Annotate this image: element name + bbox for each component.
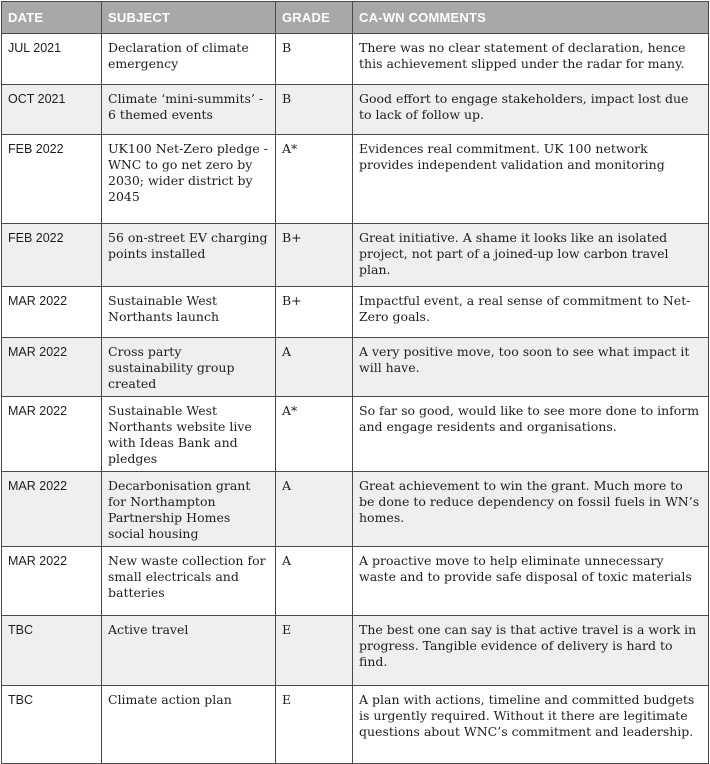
grade-cell: A xyxy=(276,338,353,397)
climate-achievements-table xyxy=(1,1,709,764)
grade-cell: A* xyxy=(276,135,353,224)
date-cell: MAR 2022 xyxy=(2,472,102,547)
comment-cell: Great achievement to win the grant. Much more to be done to reduce dependency on fossil fuels in WN’s homes. xyxy=(353,472,709,547)
table-row xyxy=(2,547,709,616)
comment-cell: So far so good, would like to see more done to inform and engage residents and organisations. xyxy=(353,397,709,472)
table-row xyxy=(2,34,709,85)
comment-cell: A plan with actions, timeline and committed budgets is urgently required. Without it there are legitimate questions about WNC’s commitment and leadership. xyxy=(353,686,709,764)
comment-cell: Good effort to engage stakeholders, impact lost due to lack of follow up. xyxy=(353,85,709,135)
table-row xyxy=(2,85,709,135)
grade-cell: A xyxy=(276,472,353,547)
date-cell: FEB 2022 xyxy=(2,135,102,224)
table-row xyxy=(2,287,709,338)
comment-cell: A very positive move, too soon to see what impact it will have. xyxy=(353,338,709,397)
subject-cell: 56 on-street EV charging points installed xyxy=(102,224,276,287)
table-row xyxy=(2,616,709,686)
comment-cell: A proactive move to help eliminate unnecessary waste and to provide safe disposal of toxic materials xyxy=(353,547,709,616)
grade-cell: B+ xyxy=(276,224,353,287)
grade-cell: A* xyxy=(276,397,353,472)
date-cell: TBC xyxy=(2,686,102,764)
column-header-grade: GRADE xyxy=(276,2,353,34)
table-row xyxy=(2,338,709,397)
subject-cell: UK100 Net-Zero pledge - WNC to go net zero by 2030; wider district by 2045 xyxy=(102,135,276,224)
table-row xyxy=(2,224,709,287)
subject-cell: New waste collection for small electricals and batteries xyxy=(102,547,276,616)
date-cell: MAR 2022 xyxy=(2,338,102,397)
column-header-subject: SUBJECT xyxy=(102,2,276,34)
table-row xyxy=(2,472,709,547)
comment-cell: Great initiative. A shame it looks like an isolated project, not part of a joined-up low carbon travel plan. xyxy=(353,224,709,287)
column-header-comments: CA-WN COMMENTS xyxy=(353,2,709,34)
date-cell: MAR 2022 xyxy=(2,397,102,472)
subject-cell: Decarbonisation grant for Northampton Partnership Homes social housing xyxy=(102,472,276,547)
grade-cell: E xyxy=(276,686,353,764)
subject-cell: Sustainable West Northants website live with Ideas Bank and pledges xyxy=(102,397,276,472)
comment-cell: The best one can say is that active travel is a work in progress. Tangible evidence of delivery is hard to find. xyxy=(353,616,709,686)
subject-cell: Cross party sustainability group created xyxy=(102,338,276,397)
comment-cell: There was no clear statement of declaration, hence this achievement slipped under the radar for many. xyxy=(353,34,709,85)
subject-cell: Climate action plan xyxy=(102,686,276,764)
grade-cell: B+ xyxy=(276,287,353,338)
column-header-date: DATE xyxy=(2,2,102,34)
table-row xyxy=(2,135,709,224)
comment-cell: Evidences real commitment. UK 100 network provides independent validation and monitoring xyxy=(353,135,709,224)
subject-cell: Sustainable West Northants launch xyxy=(102,287,276,338)
date-cell: MAR 2022 xyxy=(2,287,102,338)
date-cell: JUL 2021 xyxy=(2,34,102,85)
table-row xyxy=(2,397,709,472)
grade-cell: B xyxy=(276,34,353,85)
subject-cell: Climate ‘mini-summits’ - 6 themed events xyxy=(102,85,276,135)
subject-cell: Declaration of climate emergency xyxy=(102,34,276,85)
date-cell: OCT 2021 xyxy=(2,85,102,135)
grade-cell: A xyxy=(276,547,353,616)
comment-cell: Impactful event, a real sense of commitment to Net-Zero goals. xyxy=(353,287,709,338)
table-row xyxy=(2,686,709,764)
date-cell: MAR 2022 xyxy=(2,547,102,616)
date-cell: TBC xyxy=(2,616,102,686)
date-cell: FEB 2022 xyxy=(2,224,102,287)
grade-cell: B xyxy=(276,85,353,135)
subject-cell: Active travel xyxy=(102,616,276,686)
grade-cell: E xyxy=(276,616,353,686)
table-header-row xyxy=(2,2,709,34)
